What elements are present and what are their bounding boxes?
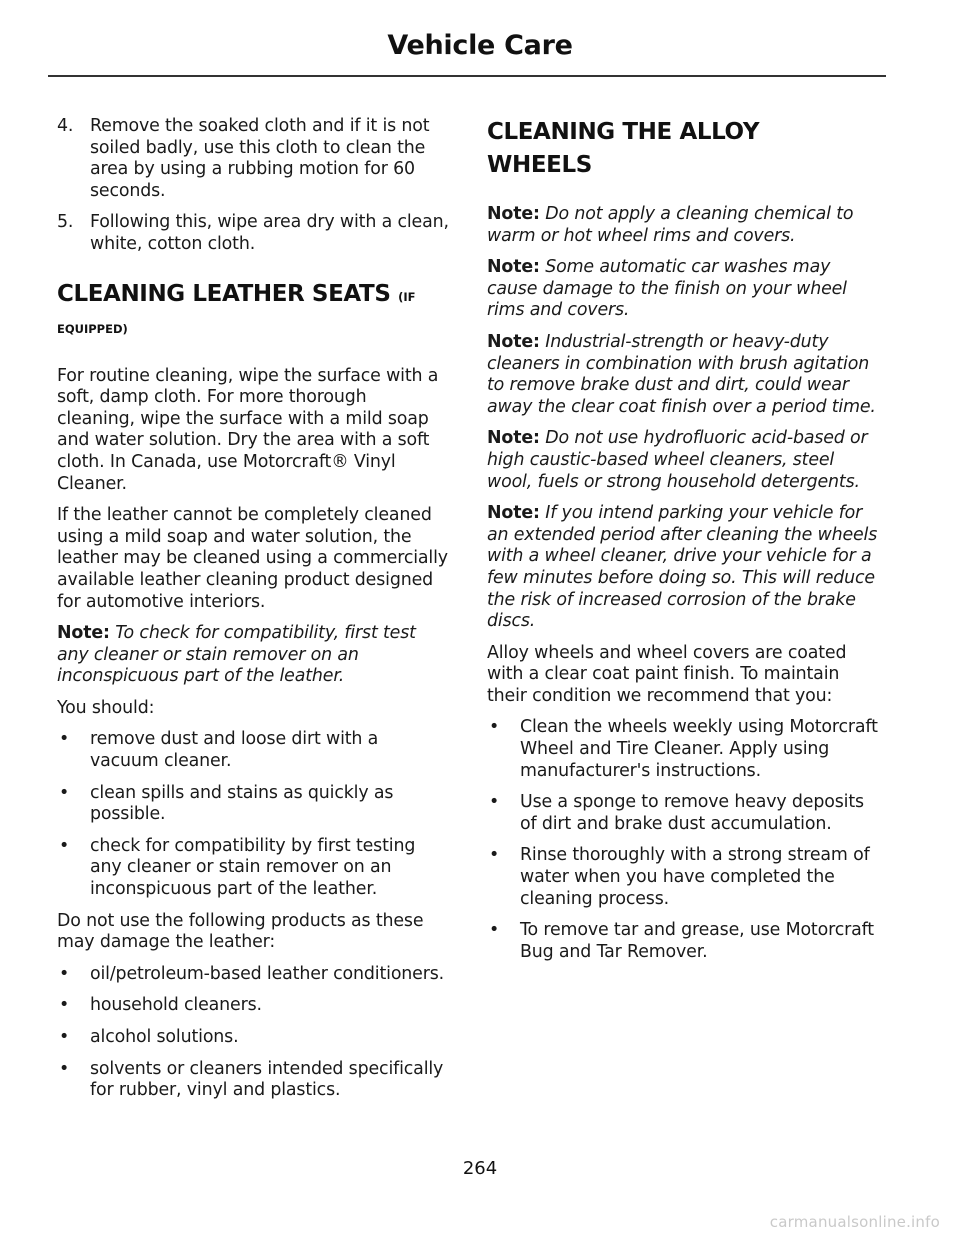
step-item	[57, 116, 449, 202]
list-item-text: solvents or cleaners intended specifically for rubber, vinyl and plastics.	[90, 1058, 444, 1101]
heading-qualifier: (IF	[398, 289, 416, 304]
paragraph: Alloy wheels and wheel covers are coated with a clear coat paint finish. To maintain their condition we recommend that you:	[487, 642, 847, 706]
list-item-text: To remove tar and grease, use Motorcraft Bug and Tar Remover.	[520, 920, 874, 962]
list-item	[57, 729, 449, 772]
list-item-text: clean spills and stains as quickly as possible.	[90, 782, 394, 825]
list-item-text: Clean the wheels weekly using Motorcraft Wheel and Tire Cleaner. Apply using manufacturer's instructions.	[520, 717, 878, 781]
list-item-text: remove dust and loose dirt with a vacuum cleaner.	[90, 729, 379, 772]
list-item-text: alcohol solutions.	[90, 1027, 239, 1047]
heading-qualifier: EQUIPPED)	[57, 321, 128, 336]
list-item-text: oil/petroleum-based leather conditioners.	[90, 963, 445, 984]
heading-text: CLEANING THE ALLOY	[487, 119, 760, 145]
list-item-text: Rinse thoroughly with a strong stream of water when you have completed the cleaning process.	[520, 845, 870, 909]
bullet-glyph: •	[59, 963, 70, 984]
bullet-glyph: •	[59, 782, 70, 803]
heading-text: CLEANING LEATHER SEATS	[57, 280, 399, 307]
step-item	[57, 212, 449, 255]
list-item	[487, 845, 879, 910]
paragraph: If the leather cannot be completely cleaned using a mild soap and water solution, the leather may be cleaned using a commercially available leather cleaning product designed for automotive interiors.	[57, 505, 448, 612]
list-item	[487, 920, 879, 963]
bullet-glyph: •	[59, 995, 70, 1016]
note-label: Note:	[487, 428, 540, 449]
note-text: Do not use hydrofluoric acid-based or high caustic-based wheel cleaners, steel wool, fuels or strong household detergents.	[487, 428, 868, 492]
section-heading-alloy-wheels	[487, 116, 879, 182]
note-text: To check for compatibility, first test any cleaner or stain remover on an inconspicuous part of the leather.	[57, 623, 416, 687]
bullet-glyph: •	[489, 845, 500, 866]
note-text: If you intend parking your vehicle for an extended period after cleaning the wheels with a wheel cleaner, drive your vehicle for a few minutes before doing so. This will reduce the risk of increased corrosion of the brake discs.	[487, 503, 878, 632]
bullet-glyph: •	[59, 1058, 70, 1079]
note-label: Note:	[487, 204, 540, 224]
paragraph: Do not use the following products as these may damage the leather:	[57, 910, 424, 953]
list-item	[57, 995, 449, 1017]
step-number: 4.	[57, 116, 74, 136]
note-text: Some automatic car washes may cause damage to the finish on your wheel rims and covers.	[487, 257, 847, 321]
step-text: Following this, wipe area dry with a clean, white, cotton cloth.	[90, 212, 449, 254]
step-text: Remove the soaked cloth and if it is not soiled badly, use this cloth to clean the area by using a rubbing motion for 60 seconds.	[90, 116, 430, 201]
page-number: 264	[462, 1158, 498, 1179]
note	[487, 332, 879, 418]
list-item-text: check for compatibility by first testing any cleaner or stain remover on an inconspicuous part of the leather.	[90, 835, 416, 900]
step-number: 5.	[57, 212, 74, 233]
bullet-glyph: •	[489, 920, 500, 941]
list-item-text: household cleaners.	[90, 995, 262, 1016]
note-text: Industrial-strength or heavy-duty cleaners in combination with brush agitation to remove brake dust and dirt, could wear away the clear coat finish over a period time.	[487, 331, 876, 417]
list-item	[57, 836, 449, 901]
page-title: Vehicle Care	[387, 30, 573, 61]
bullet-glyph: •	[489, 717, 500, 738]
note-label: Note:	[487, 257, 540, 278]
note-label: Note:	[57, 623, 110, 644]
paragraph: You should:	[57, 697, 155, 718]
right-column	[487, 116, 879, 973]
note-label: Note:	[487, 503, 540, 524]
bullet-glyph: •	[59, 835, 70, 856]
paragraph: For routine cleaning, wipe the surface with a soft, damp cloth. For more thorough cleaning, wipe the surface with a mild soap and water solution. Dry the area with a soft cloth. In Canada, use Motorcraft® Vinyl Cleaner.	[57, 365, 439, 494]
bullet-glyph: •	[59, 1027, 70, 1047]
header-divider	[48, 75, 886, 77]
note-text: Do not apply a cleaning chemical to warm or hot wheel rims and covers.	[487, 204, 854, 246]
list-item	[57, 964, 449, 986]
bullet-glyph: •	[59, 729, 70, 750]
heading-text: WHEELS	[487, 152, 592, 178]
note	[487, 204, 879, 247]
list-item	[487, 792, 879, 835]
note-label: Note:	[487, 331, 540, 352]
bullet-glyph: •	[489, 792, 500, 813]
note	[487, 257, 879, 322]
list-item	[57, 1027, 449, 1049]
note	[487, 503, 879, 633]
list-item	[57, 1059, 449, 1102]
watermark: carmanualsonline.info	[769, 1213, 940, 1231]
list-item	[487, 717, 879, 782]
list-item	[57, 783, 449, 826]
note	[487, 428, 879, 493]
list-item-text: Use a sponge to remove heavy deposits of dirt and brake dust accumulation.	[520, 792, 864, 834]
note	[57, 623, 449, 688]
left-column	[57, 116, 449, 1112]
section-heading-leather	[57, 280, 449, 344]
